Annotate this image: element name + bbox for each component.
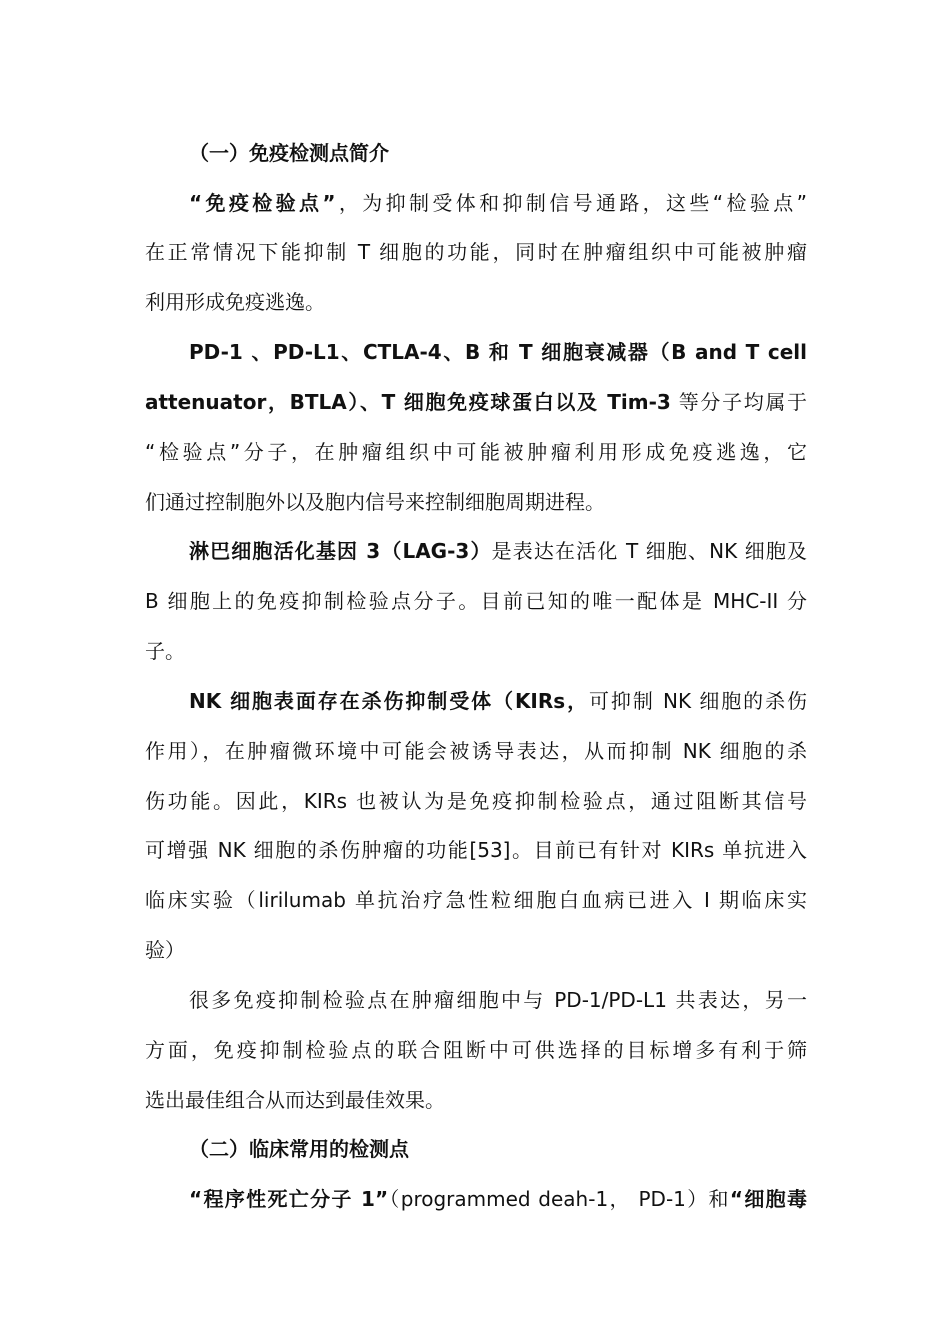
paragraph-line: 在正常情况下能抑制 T 细胞的功能，同时在肿瘤组织中可能被肿瘤	[145, 240, 807, 264]
paragraph-line: 方面，免疫抑制检验点的联合阻断中可供选择的目标增多有利于筛	[145, 1038, 807, 1062]
paragraph-line: PD-1 、PD-L1、CTLA-4、B 和 T 细胞衰减器（B and T cell	[189, 340, 807, 364]
paragraph-line: B 细胞上的免疫抑制检验点分子。目前已知的唯一配体是 MHC-II 分	[145, 589, 807, 613]
paragraph-line: 选出最佳组合从而达到最佳效果。	[145, 1088, 445, 1112]
paragraph-line: 验）	[145, 938, 185, 962]
text-run: 等分子均属于	[670, 390, 807, 414]
text-run: 可抑制 NK 细胞的杀伤	[589, 689, 807, 713]
paragraph-line: “检验点”分子，在肿瘤组织中可能被肿瘤利用形成免疫逃逸，它	[145, 440, 807, 464]
paragraph-line: 子。	[145, 639, 185, 663]
paragraph-line: 临床实验（lirilumab 单抗治疗急性粒细胞白血病已进入 I 期临床实	[145, 888, 807, 912]
bold-term: NK 细胞表面存在杀伤抑制受体（KIRs，	[189, 689, 590, 713]
bold-term: “程序性死亡分子 1”	[189, 1187, 389, 1211]
section-heading-2: （二）临床常用的检测点	[189, 1137, 409, 1161]
paragraph-line: 很多免疫抑制检验点在肿瘤细胞中与 PD-1/PD-L1 共表达，另一	[189, 988, 807, 1012]
paragraph-line	[189, 191, 807, 215]
bold-term: “免疫检验点”	[189, 191, 336, 215]
paragraph-line	[145, 390, 807, 414]
section-heading-1: （一）免疫检测点简介	[189, 141, 389, 165]
paragraph-line: 们通过控制胞外以及胞内信号来控制细胞周期进程。	[145, 490, 605, 514]
bold-term: “细胞毒	[729, 1187, 807, 1211]
paragraph-line	[189, 689, 807, 713]
paragraph-line: 作用），在肿瘤微环境中可能会被诱导表达，从而抑制 NK 细胞的杀	[145, 739, 807, 763]
paragraph-line: 可增强 NK 细胞的杀伤肿瘤的功能[53]。目前已有针对 KIRs 单抗进入	[145, 838, 807, 862]
bold-term: attenuator，BTLA）、T 细胞免疫球蛋白以及 Tim-3	[145, 390, 671, 414]
bold-term: 淋巴细胞活化基因 3（LAG-3）	[189, 539, 492, 563]
paragraph-line: 利用形成免疫逃逸。	[145, 290, 325, 314]
text-run: （programmed deah-1， PD-1）和	[388, 1187, 730, 1211]
text-run: ，为抑制受体和抑制信号通路，这些“检验点”	[335, 191, 807, 215]
paragraph-line: 伤功能。因此，KIRs 也被认为是免疫抑制检验点，通过阻断其信号	[145, 789, 807, 813]
paragraph-line	[189, 1187, 807, 1211]
paragraph-line	[189, 539, 807, 563]
text-run: 是表达在活化 T 细胞、NK 细胞及	[491, 539, 807, 563]
